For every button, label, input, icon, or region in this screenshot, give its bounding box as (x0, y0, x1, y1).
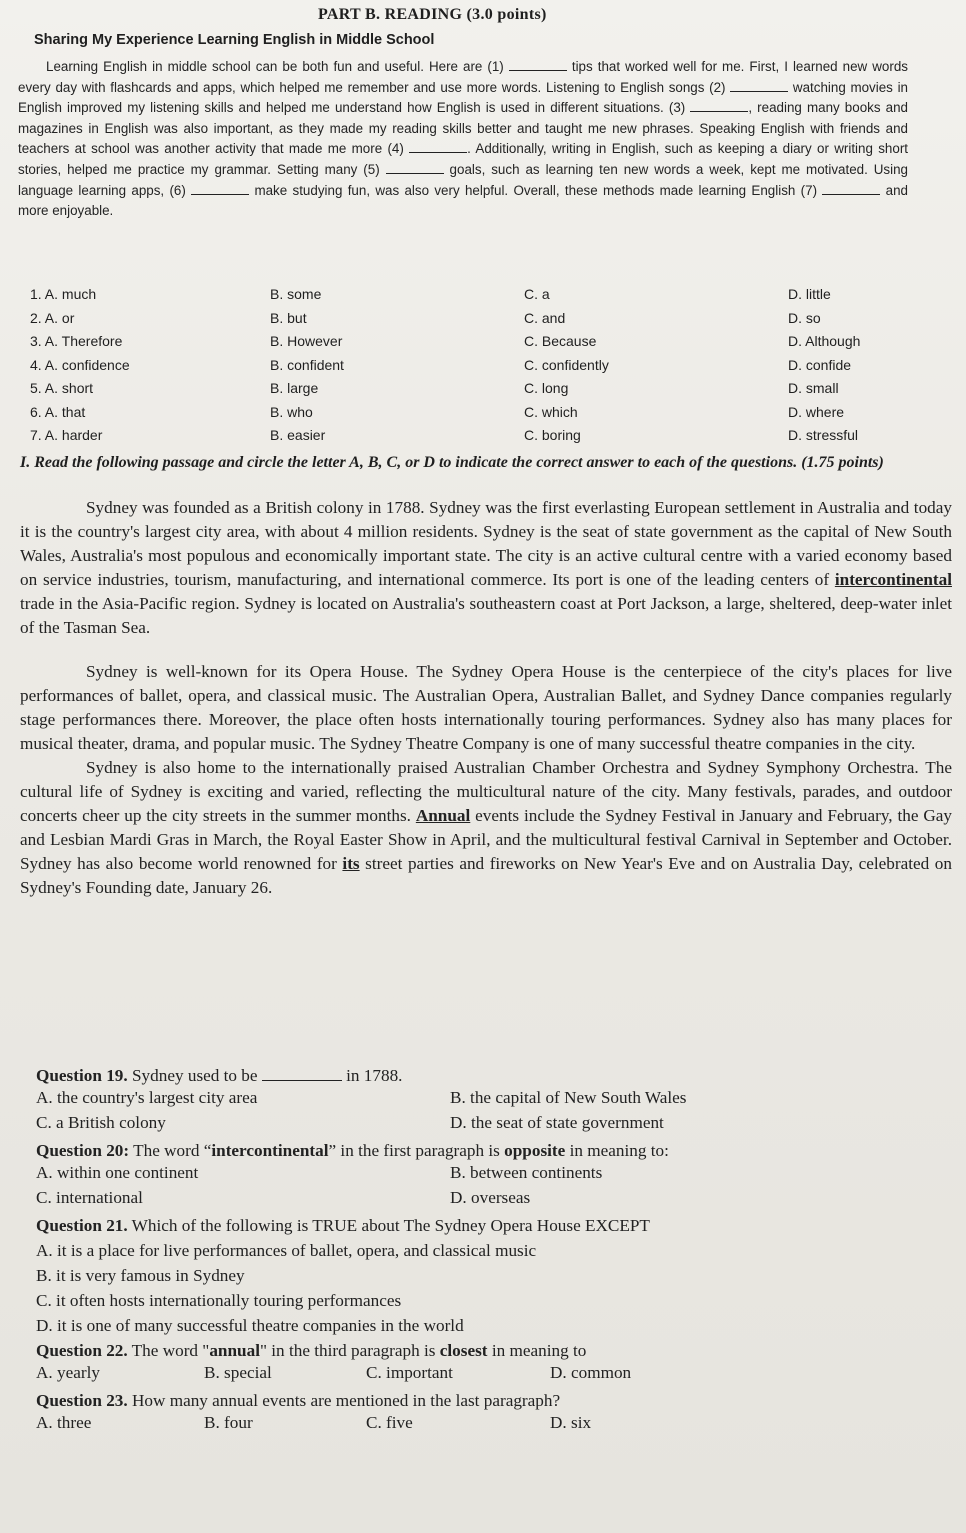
option-row-6 (30, 404, 910, 428)
question-22-choices (36, 1363, 936, 1388)
underlined-word-annual: Annual (415, 805, 471, 825)
choice-23d[interactable]: D. six (550, 1413, 592, 1432)
option-1-c[interactable]: C. a (524, 286, 550, 302)
option-2-c[interactable]: C. and (524, 309, 566, 326)
paragraph-3: Sydney is also home to the internationally praised Australian Chamber Orchestra and Sydney Symphony Orchestra. The cultural life of Sydney is exciting and varied, reflecting the multicultural nature of the city. Many festivals, parades, and outdoor concerts cheer up the city streets in the summer months. Annual events include the Sydney Festival in January and February, the Gay and Lesbian Mardi Gras in March, the Royal Easter Show in April, and the multicultural festival Carnival in September and October. Sydney has also become world renowned for its street parties and fireworks on New Year's Eve and on Australia Day, celebrated on Sydney's Founding date, January 26. (20, 758, 952, 897)
option-row-4 (30, 357, 910, 381)
choice-20c[interactable]: C. international (36, 1188, 143, 1207)
underlined-word-its: its (342, 853, 360, 873)
question-19: Question 19. Sydney used to be in 1788. (36, 1066, 403, 1085)
choice-19c[interactable]: C. a British colony (36, 1113, 166, 1132)
question-19-choices-row1 (36, 1088, 936, 1113)
option-row-3 (30, 333, 910, 357)
choice-20a[interactable]: A. within one continent (36, 1163, 199, 1182)
cloze-text-segment: goals, such as learning ten new words a week, kept me motivated. Using language learning apps, (6) (18, 161, 909, 198)
option-3-a[interactable]: 3. A. Therefore (30, 333, 123, 349)
cloze-blank-1[interactable] (509, 59, 567, 71)
option-row-2 (30, 310, 910, 334)
question-19-choices-row2 (36, 1113, 936, 1138)
choice-22a[interactable]: A. yearly (36, 1363, 100, 1382)
option-5-a[interactable]: 5. A. short (30, 380, 94, 396)
cloze-blank-7[interactable] (822, 183, 880, 195)
paragraph-1: Sydney was founded as a British colony in 1788. Sydney was the first everlasting European settlement in Australia and today it is the country's largest city area, with about 4 million residents. Sydney is the seat of state government as the capital of New South Wales, Australia's most populous and economically important state. The city is an active cultural centre with a varied economy based on service industries, tourism, manufacturing, and international commerce. Its port is one of the leading centers of intercontinental trade in the Asia-Pacific region. Sydney is located on Australia's southeastern coast at Port Jackson, a large, sheltered, deep-water inlet of the Tasman Sea. (20, 498, 952, 637)
option-4-c[interactable]: C. confidently (524, 356, 609, 373)
cloze-text-segment: and more enjoyable. (18, 182, 908, 219)
underlined-word-intercontinental: intercontinental (834, 569, 952, 589)
option-3-c[interactable]: C. Because (524, 333, 597, 349)
choice-19b[interactable]: B. the capital of New South Wales (450, 1088, 687, 1107)
question-23-choices (36, 1413, 936, 1438)
cloze-text-segment: , reading many books and magazines in English was also important, as they made my reading skills better and taught me new phrases. Speaking English with friends and teachers at school was another activity that made me more (4) (18, 100, 908, 157)
cloze-blank-5[interactable] (386, 162, 444, 174)
option-row-1 (30, 286, 910, 310)
choice-19a[interactable]: A. the country's largest city area (36, 1088, 258, 1107)
cloze-text-segment: . Additionally, writing in English, such as keeping a diary or writing short stories, helped me practice my grammar. Setting many (5) (18, 141, 909, 177)
question-20-choices-row1 (36, 1163, 936, 1188)
option-6-b[interactable]: B. who (270, 403, 313, 420)
choice-23b[interactable]: B. four (204, 1413, 253, 1432)
cloze-paragraph (18, 57, 908, 222)
paragraph-2: Sydney is well-known for its Opera House. The Sydney Opera House is the centerpiece of the city's places for live performances of ballet, opera, and classical music. The Australian Opera, Australian Ballet, and Sydney Dance companies regularly stage performances there. Moreover, the place often hosts internationally touring performances. Sydney also has many places for musical theater, drama, and popular music. The Sydney Theatre Company is one of many successful theatre companies in the city. (20, 662, 952, 754)
option-row-5 (30, 380, 910, 404)
cloze-blank-3[interactable] (690, 100, 748, 112)
choice-23c[interactable]: C. five (366, 1413, 413, 1432)
choice-22b[interactable]: B. special (204, 1363, 272, 1382)
question-20: Question 20: The word “intercontinental” in the first paragraph is opposite in meaning to: (36, 1141, 669, 1160)
option-row-7 (30, 427, 910, 451)
choice-20b[interactable]: B. between continents (450, 1163, 603, 1182)
question-list (36, 1063, 936, 1438)
option-4-d[interactable]: D. confide (788, 356, 852, 373)
option-7-b[interactable]: B. easier (270, 427, 326, 443)
cloze-text-segment: tips that worked well for me. First, I learned new words every day with flashcards and apps, which helped me remember and use more words. Listening to English songs (2) (18, 59, 908, 95)
choice-21b[interactable]: B. it is very famous in Sydney (36, 1266, 245, 1285)
option-6-c[interactable]: C. which (524, 403, 578, 420)
cloze-text-segment: make studying fun, was also very helpful. Overall, these methods made learning English (7) (249, 182, 823, 198)
choice-19d[interactable]: D. the seat of state government (450, 1113, 664, 1132)
cloze-passage (18, 57, 908, 222)
option-5-c[interactable]: C. long (524, 380, 569, 396)
option-7-d[interactable]: D. stressful (788, 427, 859, 443)
option-3-d[interactable]: D. Although (788, 333, 861, 349)
option-5-d[interactable]: D. small (788, 380, 839, 396)
option-4-a[interactable]: 4. A. confidence (30, 356, 130, 373)
option-1-b[interactable]: B. some (270, 286, 322, 302)
question-21: Question 21. Which of the following is TRUE about The Sydney Opera House EXCEPT (36, 1216, 650, 1235)
question-22: Question 22. The word "annual" in the third paragraph is closest in meaning to (36, 1341, 587, 1360)
question-23: Question 23. How many annual events are mentioned in the last paragraph? (36, 1391, 561, 1410)
choice-22c[interactable]: C. important (366, 1363, 453, 1382)
choice-20d[interactable]: D. overseas (450, 1188, 531, 1207)
choice-21c[interactable]: C. it often hosts internationally touring performances (36, 1291, 402, 1310)
option-4-b[interactable]: B. confident (270, 356, 344, 373)
cloze-options (30, 286, 910, 451)
option-6-a[interactable]: 6. A. that (30, 403, 86, 420)
choice-23a[interactable]: A. three (36, 1413, 92, 1432)
option-2-d[interactable]: D. so (788, 309, 821, 326)
choice-21a[interactable]: A. it is a place for live performances of ballet, opera, and classical music (36, 1241, 537, 1260)
option-7-c[interactable]: C. boring (524, 427, 581, 443)
option-5-b[interactable]: B. large (270, 380, 319, 396)
answer-blank (262, 1066, 342, 1081)
passage-title: Sharing My Experience Learning English in Middle School (34, 32, 435, 48)
option-1-d[interactable]: D. little (788, 286, 831, 302)
option-7-a[interactable]: 7. A. harder (30, 427, 103, 443)
choice-22d[interactable]: D. common (550, 1363, 632, 1382)
cloze-blank-2[interactable] (730, 80, 788, 92)
part-b-title: PART B. READING (3.0 points) (318, 6, 547, 23)
cloze-blank-6[interactable] (191, 183, 249, 195)
reading-passage (20, 496, 952, 900)
part-i-instruction: I. Read the following passage and circle the letter A, B, C, or D to indicate the correct answer to each of the questions. (1.75 points) (20, 454, 884, 471)
option-2-a[interactable]: 2. A. or (30, 309, 75, 326)
question-20-choices-row2 (36, 1188, 936, 1213)
option-3-b[interactable]: B. However (270, 333, 343, 349)
option-2-b[interactable]: B. but (270, 309, 307, 326)
cloze-text-segment: Learning English in middle school can be both fun and useful. Here are (1) (46, 59, 509, 74)
cloze-text-segment: watching movies in English improved my listening skills and helped me understand how English is used in different situations. (3) (18, 79, 908, 116)
option-6-d[interactable]: D. where (788, 403, 845, 420)
choice-21d[interactable]: D. it is one of many successful theatre companies in the world (36, 1316, 464, 1335)
cloze-blank-4[interactable] (409, 141, 467, 153)
option-1-a[interactable]: 1. A. much (30, 286, 97, 302)
